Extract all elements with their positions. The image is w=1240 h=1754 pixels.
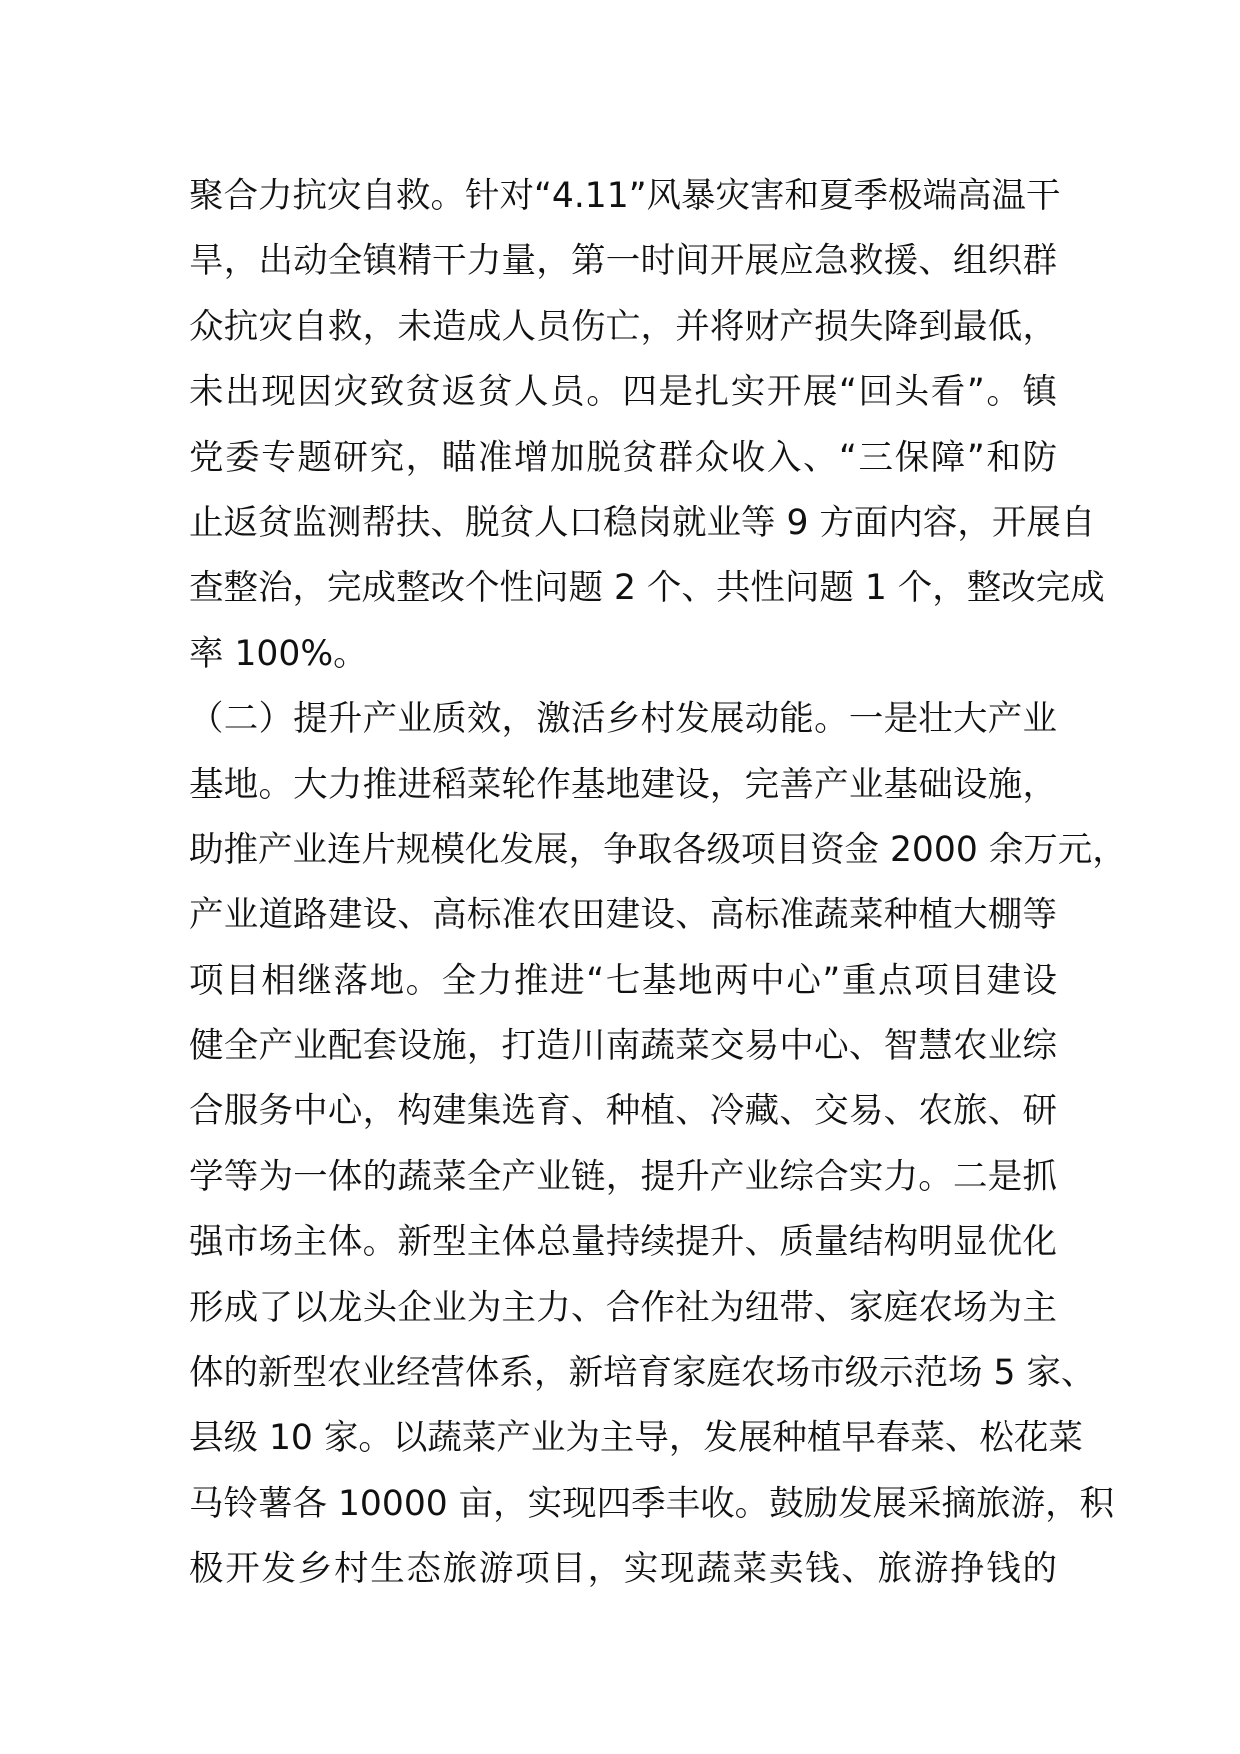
text-line: 助推产业连片规模化发展，争取各级项目资金 2000 余万元， (189, 829, 1127, 870)
text-line: 党委专题研究，瞄准增加脱贫群众收入、“三保障”和防 (189, 437, 1057, 478)
text-line: 学等为一体的蔬菜全产业链，提升产业综合实力。二是抓 (189, 1156, 1057, 1197)
text-line: 极开发乡村生态旅游项目，实现蔬菜卖钱、旅游挣钱的 (189, 1549, 1057, 1590)
text-line: 强市场主体。新型主体总量持续提升、质量结构明显优化 (189, 1222, 1057, 1263)
text-line: 止返贫监测帮扶、脱贫人口稳岗就业等 9 方面内容，开展自 (189, 502, 1096, 543)
text-line: 基地。大力推进稻菜轮作基地建设，完善产业基础设施， (189, 764, 1057, 805)
section-heading-line: （二）提升产业质效，激活乡村发展动能。一是壮大产业 (189, 699, 1057, 740)
text-line: 健全产业配套设施，打造川南蔬菜交易中心、智慧农业综 (189, 1026, 1057, 1067)
text-line: 县级 10 家。以蔬菜产业为主导，发展种植早春菜、松花菜 (189, 1418, 1083, 1459)
text-line: 未出现因灾致贫返贫人员。四是扎实开展“回头看”。镇 (189, 372, 1057, 413)
text-line: 产业道路建设、高标准农田建设、高标准蔬菜种植大棚等 (189, 895, 1057, 936)
text-line: 形成了以龙头企业为主力、合作社为纽带、家庭农场为主 (189, 1287, 1057, 1328)
text-line: 众抗灾自救，未造成人员伤亡，并将财产损失降到最低， (189, 306, 1057, 347)
text-line: 合服务中心，构建集选育、种植、冷藏、交易、农旅、研 (189, 1091, 1057, 1132)
text-line: 体的新型农业经营体系，新培育家庭农场市级示范场 5 家、 (189, 1353, 1096, 1394)
body-text (189, 164, 1127, 1603)
text-line: 聚合力抗灾自救。针对“4.11”风暴灾害和夏季极端高温干 (189, 176, 1061, 216)
text-line: 查整治，完成整改个性问题 2 个、共性问题 1 个，整改完成 (189, 568, 1105, 609)
text-line: 率 100%。 (189, 633, 368, 674)
text-line: 马铃薯各 10000 亩，实现四季丰收。鼓励发展采摘旅游，积 (189, 1483, 1115, 1524)
text-line: 旱，出动全镇精干力量，第一时间开展应急救援、组织群 (189, 241, 1057, 282)
text-line: 项目相继落地。全力推进“七基地两中心”重点项目建设 (189, 960, 1057, 1001)
